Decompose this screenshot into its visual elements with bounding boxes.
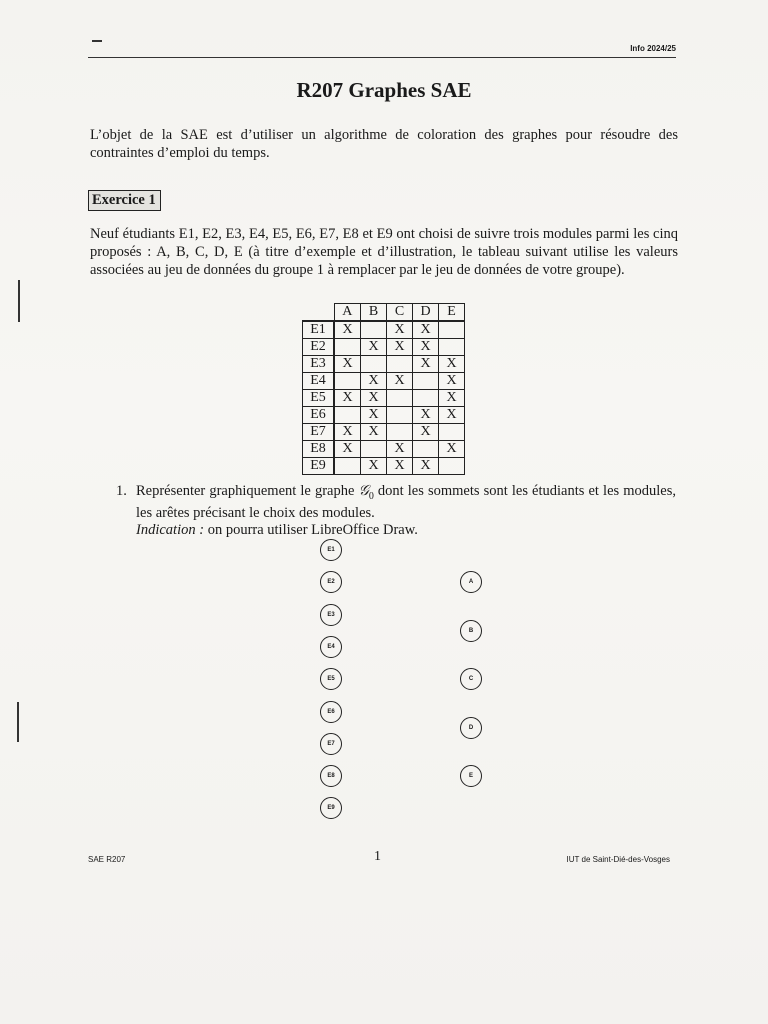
table-cell [361,356,387,373]
exercise-heading: Exercice 1 [88,190,161,211]
column-header: D [413,304,439,322]
table-row [303,373,465,390]
table-cell [413,373,439,390]
page-number: 1 [374,849,381,864]
student-node: E8 [320,765,342,787]
table-cell: X [334,321,361,339]
graph-symbol: 𝒢 [358,483,369,499]
row-header: E3 [303,356,335,373]
table-cell [439,458,465,475]
header-mark [92,40,102,42]
row-header: E2 [303,339,335,356]
table-cell: X [387,373,413,390]
student-node: E3 [320,604,342,626]
student-node: E4 [320,636,342,658]
table-cell: X [361,407,387,424]
table-header-row [303,304,465,322]
table-cell [387,424,413,441]
row-header: E7 [303,424,335,441]
table-cell: X [387,321,413,339]
column-header: E [439,304,465,322]
table-cell: X [387,339,413,356]
table-cell [413,441,439,458]
exercise-paragraph: Neuf étudiants E1, E2, E3, E4, E5, E6, E7, E8 et E9 ont choisi de suivre trois modules parmi les cinq proposés : A, B, C, D, E (à titre d’exemple et d’illustration, le tableau suivant utilise les valeurs associées au jeu de données du groupe 1 à remplacer par le jeu de données de votre groupe). [90,226,678,278]
module-node: A [460,571,482,593]
student-node: E2 [320,571,342,593]
student-node: E1 [320,539,342,561]
table-row [303,407,465,424]
intro-paragraph: L’objet de la SAE est d’utiliser un algorithme de coloration des graphes pour résoudre des contraintes d’emploi du temps. [90,127,678,161]
header-course-year: Info 2024/25 [630,44,676,53]
module-node: D [460,717,482,739]
table-cell [413,390,439,407]
module-node: B [460,620,482,642]
indication-label: Indication : [136,521,205,538]
table-cell [334,458,361,475]
table-cell: X [334,356,361,373]
header-rule [88,57,676,58]
footer-course: SAE R207 [88,855,126,864]
row-header: E1 [303,321,335,339]
page-title: R207 Graphes SAE [296,78,472,102]
table-cell: X [387,458,413,475]
table-cell: X [413,356,439,373]
row-header: E5 [303,390,335,407]
question-text [136,483,676,539]
question-1 [116,483,676,539]
table-cell: X [387,441,413,458]
table-cell: X [439,441,465,458]
table-cell: X [334,441,361,458]
table-cell: X [361,373,387,390]
table-cell [439,424,465,441]
module-node: C [460,668,482,690]
footer-institution: IUT de Saint-Dié-des-Vosges [566,855,670,864]
table-cell: X [361,390,387,407]
column-header: C [387,304,413,322]
row-header: E8 [303,441,335,458]
column-header: B [361,304,387,322]
binding-mark [18,280,20,322]
row-header: E9 [303,458,335,475]
table-row [303,339,465,356]
table-cell [334,339,361,356]
table-cell [387,356,413,373]
row-header: E4 [303,373,335,390]
table-row [303,441,465,458]
table-row [303,424,465,441]
row-header: E6 [303,407,335,424]
question-number: 1. [116,483,127,499]
table-corner [303,304,335,322]
table-cell: X [413,339,439,356]
table-cell [334,373,361,390]
module-node: E [460,765,482,787]
question-text-after: dont les sommets sont les étudiants et les modules, les arêtes précisant le choix des modules. [136,483,676,521]
table-row [303,390,465,407]
table-cell: X [413,321,439,339]
table-cell: X [361,424,387,441]
table-cell: X [413,458,439,475]
question-text-before: Représenter graphiquement le graphe [136,483,359,499]
indication-text: on pourra utiliser LibreOffice Draw. [204,521,418,538]
student-node: E6 [320,701,342,723]
table-cell: X [361,458,387,475]
table-cell [361,321,387,339]
table-cell [387,390,413,407]
table-row [303,356,465,373]
table-row [303,458,465,475]
student-node: E5 [320,668,342,690]
graph-subscript: 0 [368,490,374,502]
table-cell: X [439,373,465,390]
table-cell: X [439,390,465,407]
binding-mark [17,702,19,742]
table-cell: X [361,339,387,356]
table-cell: X [334,390,361,407]
table-cell [387,407,413,424]
table-cell [361,441,387,458]
table-cell: X [413,424,439,441]
table-cell [439,321,465,339]
table-cell: X [413,407,439,424]
table-cell: X [334,424,361,441]
table-cell: X [439,407,465,424]
column-header: A [334,304,361,322]
student-node: E7 [320,733,342,755]
student-node: E9 [320,797,342,819]
table-row [303,321,465,339]
table-cell: X [439,356,465,373]
table-cell [439,339,465,356]
module-choice-table [302,303,465,475]
table-cell [334,407,361,424]
